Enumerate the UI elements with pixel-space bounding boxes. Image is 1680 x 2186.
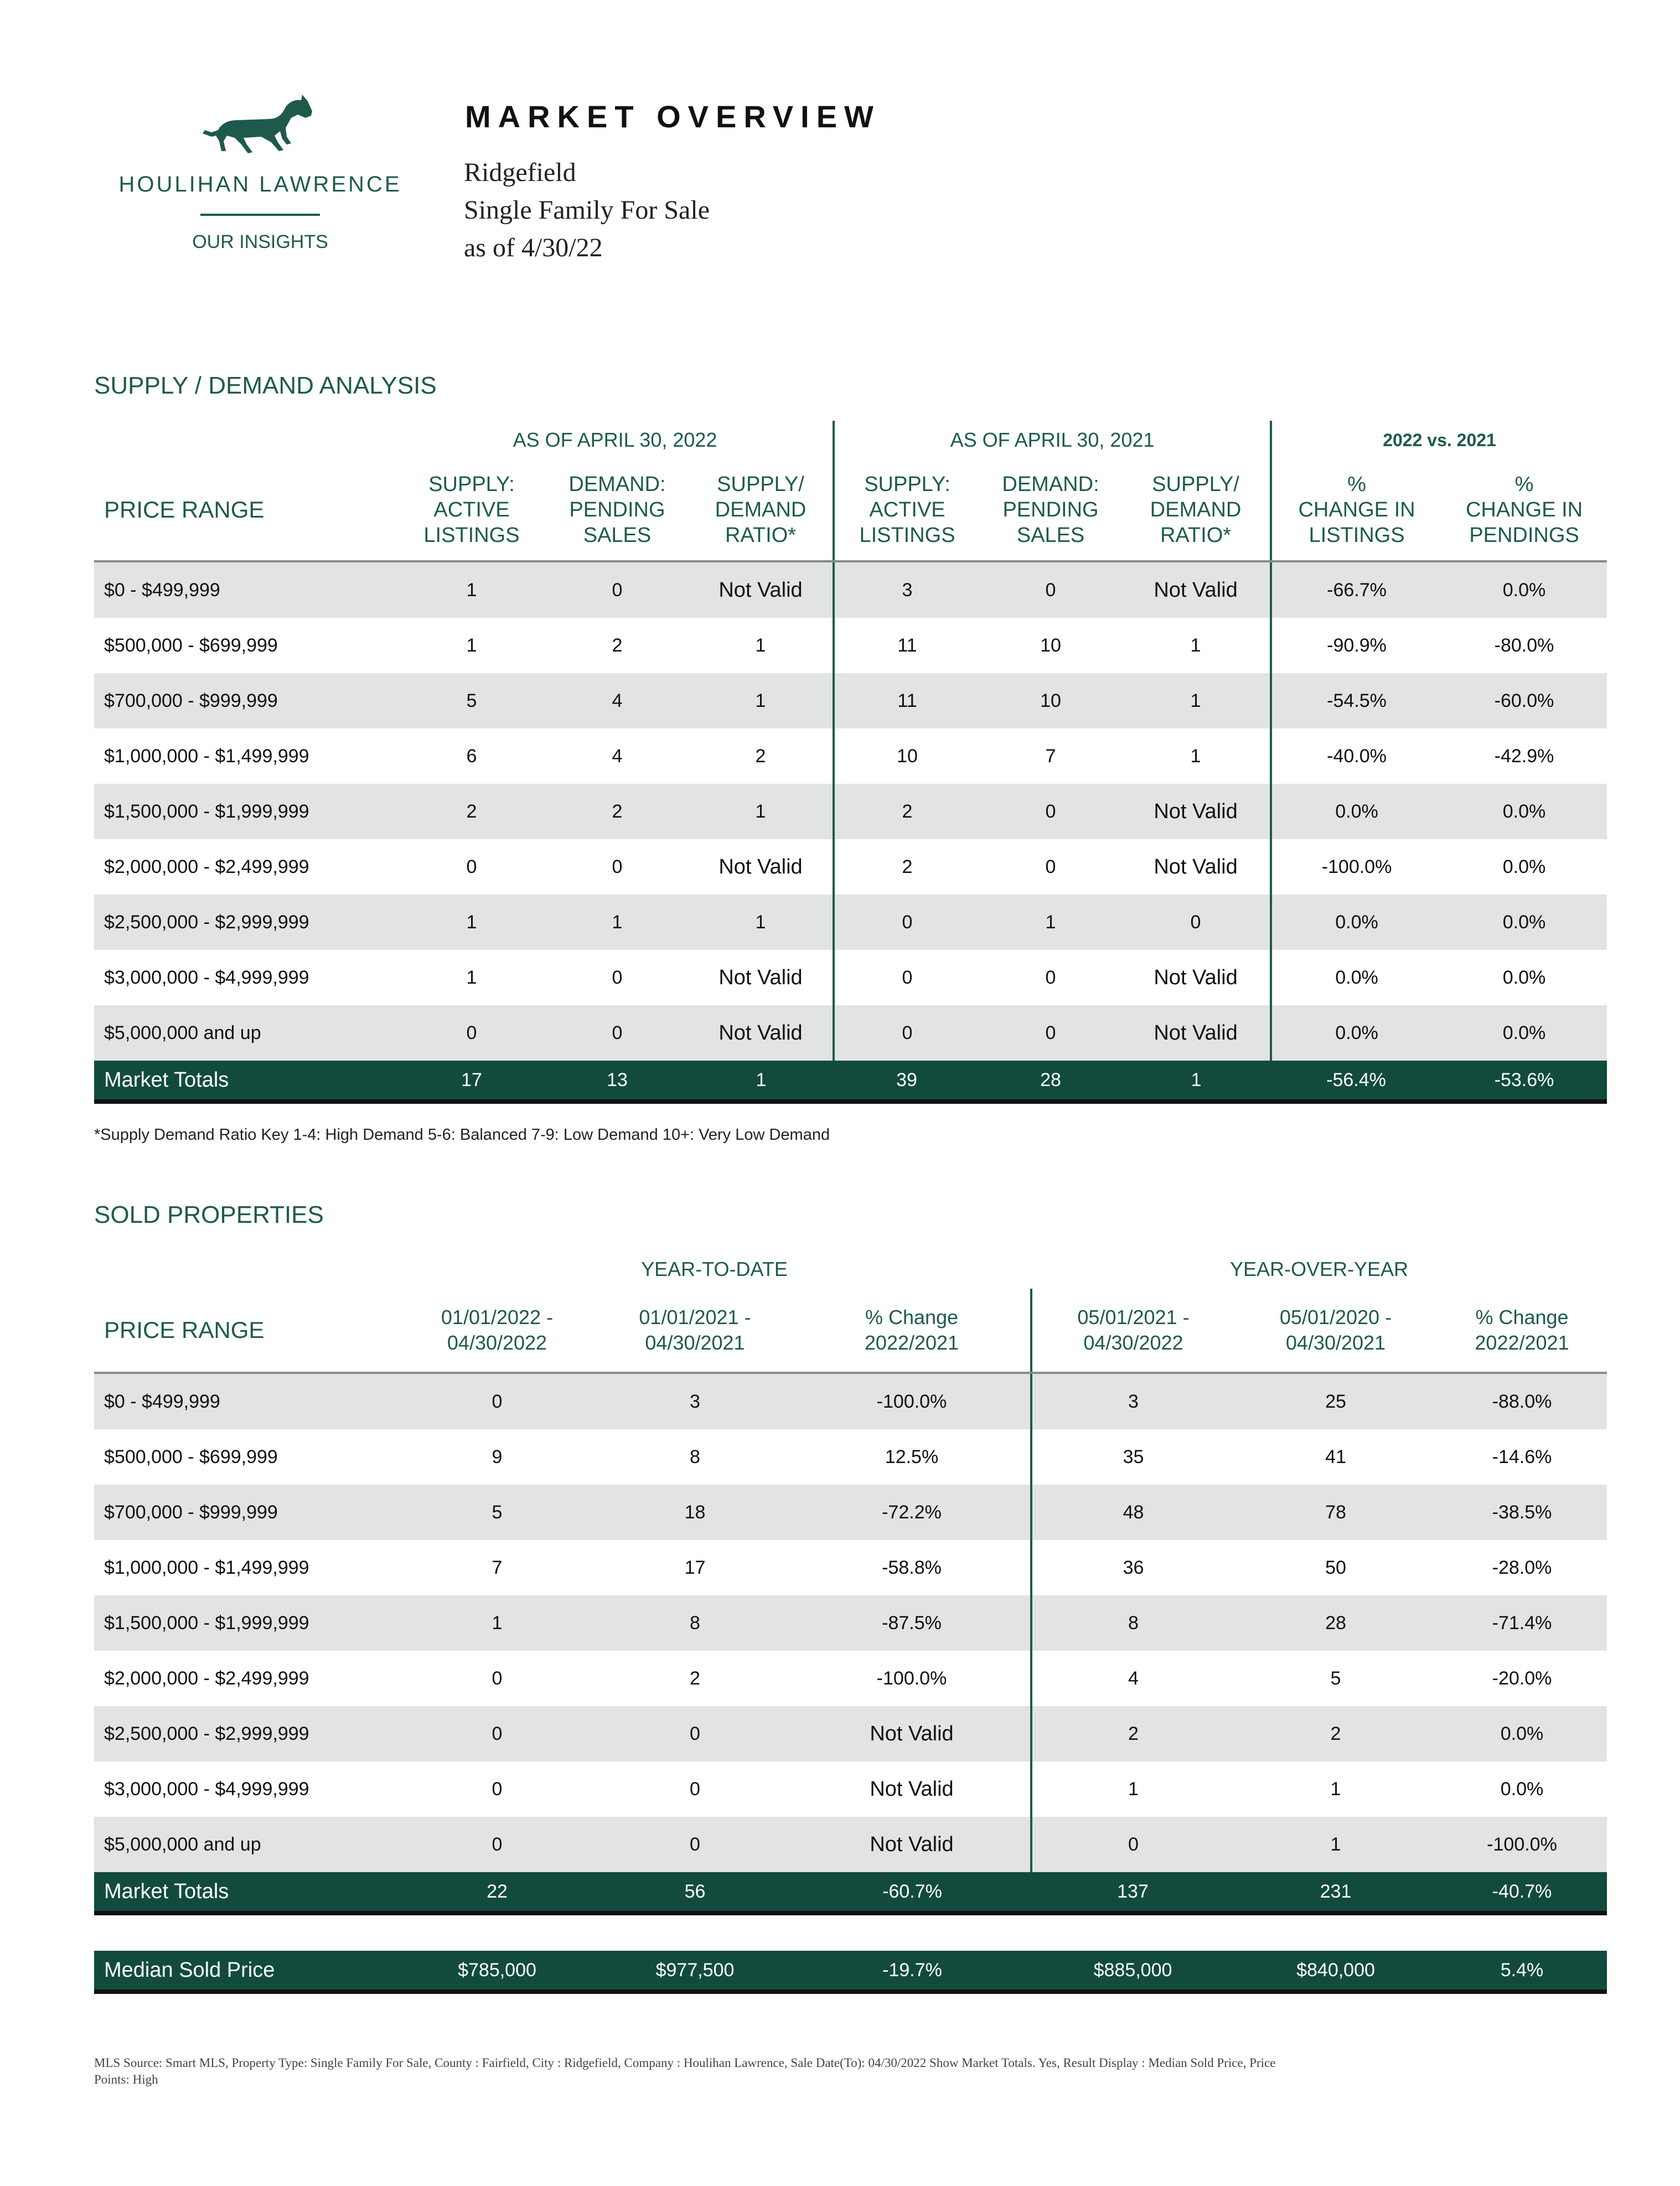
supply-demand-table xyxy=(94,421,1607,1104)
value-cell: -100.0% xyxy=(1437,1817,1607,1872)
value-cell: Not Valid xyxy=(1121,561,1271,618)
col-ratio-2021: SUPPLY/ DEMAND RATIO* xyxy=(1121,459,1271,561)
total-value-cell: $785,000 xyxy=(397,1951,597,1992)
value-cell: 0 xyxy=(492,1778,503,1800)
value-cell: -40.0% xyxy=(1271,728,1441,784)
col-demand-2021: DEMAND: PENDING SALES xyxy=(980,459,1121,561)
price-range-cell: $3,000,000 - $4,999,999 xyxy=(104,1778,309,1800)
value-cell: 48 xyxy=(1031,1485,1234,1540)
col-change-listings: % CHANGE IN LISTINGS xyxy=(1271,459,1441,561)
value-cell: 18 xyxy=(597,1485,793,1540)
value-cell: Not Valid xyxy=(1154,965,1238,989)
value-cell: 0 xyxy=(397,1373,597,1429)
col-price-range: PRICE RANGE xyxy=(94,459,397,561)
group-2022: AS OF APRIL 30, 2022 xyxy=(513,428,717,451)
total-value-cell: 1 xyxy=(1121,1061,1271,1102)
value-cell: 0 xyxy=(1031,1817,1234,1872)
total-value-cell: 28 xyxy=(980,1061,1121,1102)
value-cell: 1 xyxy=(466,967,477,988)
value-cell: 3 xyxy=(834,561,980,618)
total-value-cell: -60.7% xyxy=(793,1872,1031,1913)
table-row xyxy=(94,950,1607,1005)
value-cell: 0 xyxy=(834,950,980,1005)
property-type: Single Family For Sale xyxy=(464,195,710,225)
value-cell: 28 xyxy=(1234,1595,1437,1651)
table-row xyxy=(94,784,1607,839)
price-range-cell: $500,000 - $699,999 xyxy=(104,1446,278,1467)
value-cell: 0.0% xyxy=(1271,950,1441,1005)
median-sold-price-row xyxy=(94,1951,1607,1992)
value-cell: 0 xyxy=(597,1817,793,1872)
value-cell: 0 xyxy=(546,561,689,618)
brand-logo xyxy=(111,91,410,253)
group-2021: AS OF APRIL 30, 2021 xyxy=(834,421,1271,459)
value-cell: 1 xyxy=(1234,1817,1437,1872)
table-row xyxy=(94,673,1607,728)
total-value-cell: -56.4% xyxy=(1271,1061,1441,1102)
total-value-cell: $885,000 xyxy=(1031,1951,1234,1992)
value-cell: 7 xyxy=(492,1557,503,1578)
value-cell: 0 xyxy=(546,1005,689,1061)
value-cell: 0.0% xyxy=(1441,1005,1607,1061)
total-value-cell: 56 xyxy=(597,1872,793,1913)
value-cell: 1 xyxy=(397,1595,597,1651)
value-cell: 0 xyxy=(834,895,980,950)
supply-header-row xyxy=(94,459,1607,561)
table-row xyxy=(94,1651,1607,1706)
price-range-cell: $0 - $499,999 xyxy=(94,1373,397,1429)
sold-header-row xyxy=(94,1289,1607,1373)
value-cell: 0 xyxy=(980,1005,1121,1061)
value-cell: -71.4% xyxy=(1437,1595,1607,1651)
value-cell: 4 xyxy=(546,673,689,728)
supply-demand-heading: SUPPLY / DEMAND ANALYSIS xyxy=(94,372,437,399)
price-range-cell: $5,000,000 and up xyxy=(94,1005,397,1061)
price-range-cell: $1,000,000 - $1,499,999 xyxy=(104,1557,309,1578)
value-cell: Not Valid xyxy=(870,1777,954,1801)
value-cell: 25 xyxy=(1234,1373,1437,1429)
group-year-over-year: YEAR-OVER-YEAR xyxy=(1229,1258,1409,1280)
value-cell: 1 xyxy=(1031,1761,1234,1817)
supply-group-row xyxy=(94,421,1607,459)
report-subtitle xyxy=(464,154,710,267)
price-range-cell: $500,000 - $699,999 xyxy=(104,634,278,656)
horse-logo-icon xyxy=(199,91,321,158)
value-cell: 11 xyxy=(834,618,980,673)
value-cell: 0 xyxy=(834,1005,980,1061)
value-cell: 0 xyxy=(1045,856,1056,877)
value-cell: 1 xyxy=(466,634,477,656)
value-cell: Not Valid xyxy=(718,855,803,878)
col-yoy-2022: 05/01/2021 - 04/30/2022 xyxy=(1031,1289,1234,1373)
table-row xyxy=(94,839,1607,895)
page-title: MARKET OVERVIEW xyxy=(465,99,881,134)
sold-group-row xyxy=(94,1250,1607,1289)
value-cell: 9 xyxy=(492,1446,503,1467)
value-cell: 1 xyxy=(689,673,834,728)
table-row xyxy=(94,1373,1607,1429)
value-cell: 8 xyxy=(597,1595,793,1651)
value-cell: -60.0% xyxy=(1441,673,1607,728)
value-cell: -58.8% xyxy=(882,1557,942,1578)
value-cell: Not Valid xyxy=(793,1817,1031,1872)
value-cell: 2 xyxy=(755,745,766,767)
value-cell: 3 xyxy=(1031,1373,1234,1429)
table-row xyxy=(94,728,1607,784)
value-cell: 5 xyxy=(397,1485,597,1540)
value-cell: 35 xyxy=(1031,1429,1234,1485)
value-cell: 0 xyxy=(690,1778,700,1800)
table-row xyxy=(94,618,1607,673)
value-cell: -100.0% xyxy=(876,1667,947,1689)
value-cell: 2 xyxy=(612,634,623,656)
value-cell: 0.0% xyxy=(1502,967,1546,988)
value-cell: -87.5% xyxy=(793,1595,1031,1651)
sold-totals-row xyxy=(94,1872,1607,1913)
value-cell: 8 xyxy=(1031,1595,1234,1651)
price-range-cell: $5,000,000 and up xyxy=(94,1817,397,1872)
price-range-cell: $1,500,000 - $1,999,999 xyxy=(94,1595,397,1651)
total-value-cell: 231 xyxy=(1234,1872,1437,1913)
total-value-cell: 5.4% xyxy=(1437,1951,1607,1992)
value-cell: 2 xyxy=(397,784,546,839)
price-range-cell: $1,000,000 - $1,499,999 xyxy=(104,745,309,767)
median-label: Median Sold Price xyxy=(94,1951,397,1992)
value-cell: 0 xyxy=(397,1706,597,1761)
total-value-cell: 1 xyxy=(689,1061,834,1102)
value-cell: Not Valid xyxy=(1154,855,1238,878)
value-cell: 3 xyxy=(597,1373,793,1429)
town-name: Ridgefield xyxy=(464,158,576,187)
col-yoy-change: % Change 2022/2021 xyxy=(1437,1289,1607,1373)
total-value-cell: 137 xyxy=(1031,1872,1234,1913)
col-ytd-change: % Change 2022/2021 xyxy=(793,1289,1031,1373)
value-cell: 1 xyxy=(1121,673,1271,728)
table-row xyxy=(94,1429,1607,1485)
value-cell: 2 xyxy=(1234,1706,1437,1761)
value-cell: 2 xyxy=(546,784,689,839)
table-row xyxy=(94,1595,1607,1651)
value-cell: 1 xyxy=(546,895,689,950)
value-cell: 7 xyxy=(1045,745,1056,767)
value-cell: 2 xyxy=(690,1667,700,1689)
as-of-date: as of 4/30/22 xyxy=(464,233,603,262)
value-cell: 1 xyxy=(1190,745,1201,767)
value-cell: 1 xyxy=(689,784,834,839)
value-cell: -28.0% xyxy=(1492,1557,1552,1578)
col-ytd-2021: 01/01/2021 - 04/30/2021 xyxy=(597,1289,793,1373)
value-cell: 0 xyxy=(980,561,1121,618)
total-value-cell: $977,500 xyxy=(597,1951,793,1992)
price-range-cell: $0 - $499,999 xyxy=(94,561,397,618)
value-cell: -66.7% xyxy=(1271,561,1441,618)
value-cell: 0.0% xyxy=(1271,895,1441,950)
col-demand-2022: DEMAND: PENDING SALES xyxy=(546,459,689,561)
table-row xyxy=(94,1485,1607,1540)
value-cell: -20.0% xyxy=(1492,1667,1552,1689)
value-cell: 6 xyxy=(466,745,477,767)
value-cell: 0 xyxy=(397,1005,546,1061)
value-cell: 2 xyxy=(834,784,980,839)
table-row xyxy=(94,895,1607,950)
value-cell: 50 xyxy=(1325,1557,1346,1578)
value-cell: 36 xyxy=(1031,1540,1234,1595)
value-cell: Not Valid xyxy=(718,965,803,989)
value-cell: -42.9% xyxy=(1494,745,1554,767)
ratio-footnote: *Supply Demand Ratio Key 1-4: High Demand 5-6: Balanced 7-9: Low Demand 10+: Very Low Demand xyxy=(94,1126,830,1144)
col-change-pendings: % CHANGE IN PENDINGS xyxy=(1441,459,1607,561)
total-value-cell: 13 xyxy=(546,1061,689,1102)
value-cell: Not Valid xyxy=(1121,1005,1271,1061)
value-cell: 0.0% xyxy=(1271,784,1441,839)
price-range-cell: $700,000 - $999,999 xyxy=(94,673,397,728)
group-year-to-date: YEAR-TO-DATE xyxy=(641,1258,788,1280)
value-cell: 0 xyxy=(980,784,1121,839)
value-cell: 4 xyxy=(1031,1651,1234,1706)
table-row xyxy=(94,1761,1607,1817)
value-cell: -100.0% xyxy=(1271,839,1441,895)
group-compare: 2022 vs. 2021 xyxy=(1271,421,1607,459)
value-cell: -14.6% xyxy=(1492,1446,1552,1467)
value-cell: -54.5% xyxy=(1271,673,1441,728)
value-cell: 0.0% xyxy=(1271,1005,1441,1061)
value-cell: -100.0% xyxy=(793,1373,1031,1429)
price-range-cell: $700,000 - $999,999 xyxy=(94,1485,397,1540)
value-cell: 5 xyxy=(1330,1667,1341,1689)
value-cell: Not Valid xyxy=(689,1005,834,1061)
value-cell: -72.2% xyxy=(793,1485,1031,1540)
total-value-cell: 17 xyxy=(397,1061,546,1102)
value-cell: 1 xyxy=(397,895,546,950)
value-cell: 10 xyxy=(834,728,980,784)
brand-divider xyxy=(200,214,320,216)
sold-properties-heading: SOLD PROPERTIES xyxy=(94,1201,324,1228)
value-cell: 1 xyxy=(397,561,546,618)
value-cell: 2 xyxy=(1031,1706,1234,1761)
value-cell: 8 xyxy=(690,1446,700,1467)
value-cell: 0.0% xyxy=(1441,561,1607,618)
brand-name: HOULIHAN LAWRENCE xyxy=(118,172,402,197)
mls-source-note: MLS Source: Smart MLS, Property Type: Single Family For Sale, County : Fairfield, City : Ridgefield, Company : Houlihan Lawrence, Sale Date(To): 04/30/2022 Show Market Totals. Yes, Result Display : Median Sold Price, Price Points: High xyxy=(94,2056,1276,2086)
value-cell: 12.5% xyxy=(885,1446,939,1467)
value-cell: Not Valid xyxy=(689,561,834,618)
table-row xyxy=(94,1817,1607,1872)
total-value-cell: $840,000 xyxy=(1234,1951,1437,1992)
table-row xyxy=(94,1540,1607,1595)
total-value-cell: -40.7% xyxy=(1437,1872,1607,1913)
supply-totals-row xyxy=(94,1061,1607,1102)
price-range-cell: $2,000,000 - $2,499,999 xyxy=(104,1667,309,1689)
value-cell: Not Valid xyxy=(793,1706,1031,1761)
value-cell: 17 xyxy=(684,1557,706,1578)
total-value-cell: 22 xyxy=(397,1872,597,1913)
value-cell: 0 xyxy=(1121,895,1271,950)
col-yoy-2021: 05/01/2020 - 04/30/2021 xyxy=(1234,1289,1437,1373)
value-cell: 1 xyxy=(689,895,834,950)
value-cell: -80.0% xyxy=(1494,634,1554,656)
value-cell: 1 xyxy=(1330,1778,1341,1800)
value-cell: 78 xyxy=(1234,1485,1437,1540)
col-ratio-2022: SUPPLY/ DEMAND RATIO* xyxy=(689,459,834,561)
value-cell: 5 xyxy=(397,673,546,728)
brand-tagline: OUR INSIGHTS xyxy=(192,231,328,252)
price-range-cell: $2,500,000 - $2,999,999 xyxy=(94,895,397,950)
value-cell: 0 xyxy=(1045,967,1056,988)
value-cell: 2 xyxy=(834,839,980,895)
price-range-cell: $2,000,000 - $2,499,999 xyxy=(104,856,309,877)
value-cell: 1 xyxy=(755,634,766,656)
value-cell: 0.0% xyxy=(1441,895,1607,950)
value-cell: 0 xyxy=(612,856,623,877)
price-range-cell: $1,500,000 - $1,999,999 xyxy=(94,784,397,839)
col-price-range: PRICE RANGE xyxy=(94,1289,397,1373)
value-cell: 0 xyxy=(597,1706,793,1761)
value-cell: 11 xyxy=(834,673,980,728)
table-row xyxy=(94,1706,1607,1761)
value-cell: -38.5% xyxy=(1437,1485,1607,1540)
value-cell: 1 xyxy=(980,895,1121,950)
sold-properties-table xyxy=(94,1250,1607,1994)
price-range-cell: $2,500,000 - $2,999,999 xyxy=(94,1706,397,1761)
value-cell: -88.0% xyxy=(1437,1373,1607,1429)
totals-label: Market Totals xyxy=(94,1061,397,1102)
value-cell: 10 xyxy=(980,673,1121,728)
price-range-cell: $3,000,000 - $4,999,999 xyxy=(104,967,309,988)
col-supply-2021: SUPPLY: ACTIVE LISTINGS xyxy=(834,459,980,561)
value-cell: 0 xyxy=(492,1667,503,1689)
table-row xyxy=(94,1005,1607,1061)
value-cell: 0 xyxy=(612,967,623,988)
total-value-cell: 39 xyxy=(834,1061,980,1102)
value-cell: 0.0% xyxy=(1437,1706,1607,1761)
value-cell: 4 xyxy=(612,745,623,767)
value-cell: 0 xyxy=(466,856,477,877)
value-cell: 41 xyxy=(1325,1446,1346,1467)
total-value-cell: -19.7% xyxy=(793,1951,1031,1992)
value-cell: Not Valid xyxy=(1121,784,1271,839)
value-cell: 0.0% xyxy=(1502,856,1546,877)
totals-label: Market Totals xyxy=(94,1872,397,1913)
value-cell: 10 xyxy=(1040,634,1061,656)
value-cell: 0.0% xyxy=(1500,1778,1544,1800)
col-supply-2022: SUPPLY: ACTIVE LISTINGS xyxy=(397,459,546,561)
value-cell: -90.9% xyxy=(1271,618,1441,673)
value-cell: 1 xyxy=(1190,634,1201,656)
col-ytd-2022: 01/01/2022 - 04/30/2022 xyxy=(397,1289,597,1373)
value-cell: 0.0% xyxy=(1441,784,1607,839)
total-value-cell: -53.6% xyxy=(1441,1061,1607,1102)
value-cell: 0 xyxy=(397,1817,597,1872)
table-row xyxy=(94,561,1607,618)
